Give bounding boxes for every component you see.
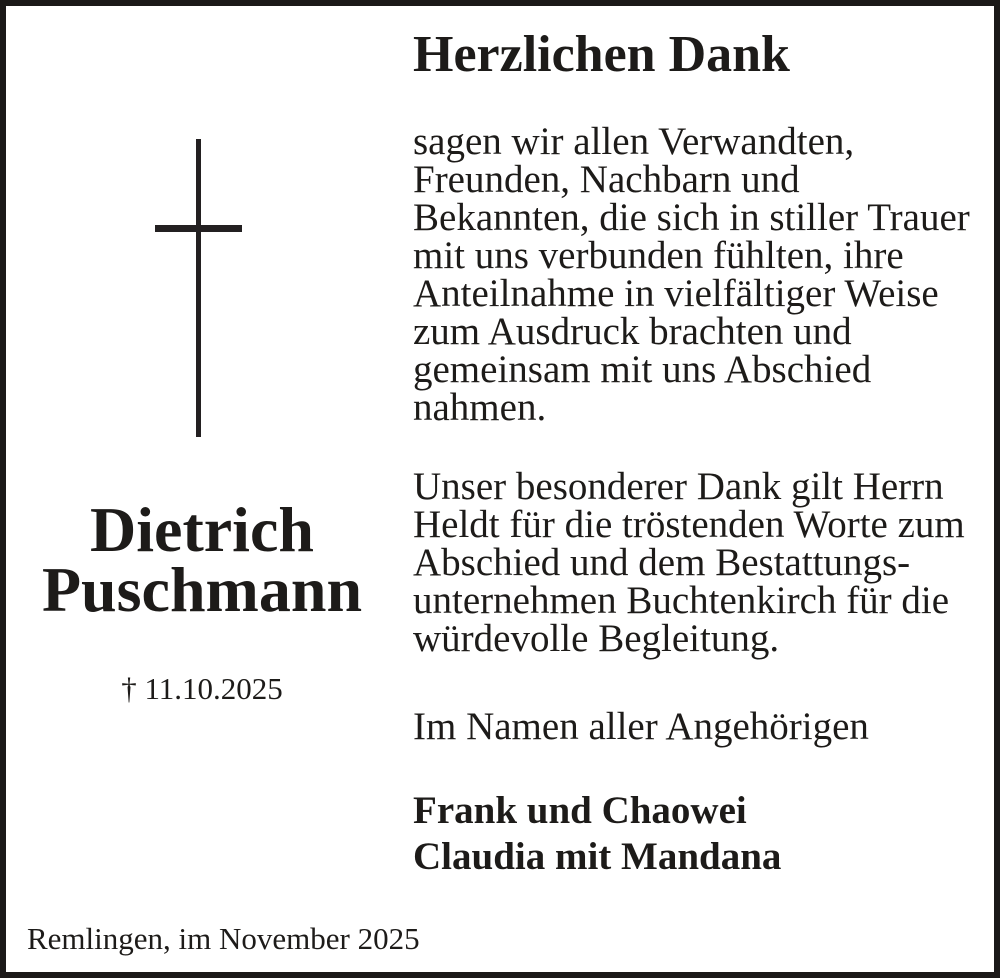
memorial-cross-icon — [196, 139, 201, 437]
deceased-first-name: Dietrich — [90, 494, 314, 565]
notice-title: Herzlichen Dank — [413, 26, 790, 83]
death-date: † 11.10.2025 — [121, 671, 283, 706]
deceased-name — [6, 494, 398, 625]
family-names — [413, 788, 991, 880]
closing-line: Im Namen aller Angehörigen — [413, 705, 869, 748]
place-date-line: Remlingen, im November 2025 — [27, 921, 420, 956]
thanks-paragraph: sagen wir allen Verwandten, Freunden, Nachbarn und Bekannten, die sich in stiller Trauer mit uns verbunden fühlten, ihre Anteilnahme in vielfältiger Weise zum Ausdruck brachten und gemeinsam mit uns Abschied nahmen. — [413, 120, 970, 429]
memorial-cross-icon-bar — [155, 225, 242, 232]
family-line: Claudia mit Mandana — [413, 835, 782, 878]
family-line: Frank und Chaowei — [413, 789, 747, 832]
special-thanks-paragraph: Unser besonderer Dank gilt Herrn Heldt für die tröstenden Worte zum Abschied und dem Bestattungs- unternehmen Buchtenkirch für die würdevolle Begleitung. — [413, 465, 965, 660]
deceased-last-name: Puschmann — [41, 554, 363, 625]
